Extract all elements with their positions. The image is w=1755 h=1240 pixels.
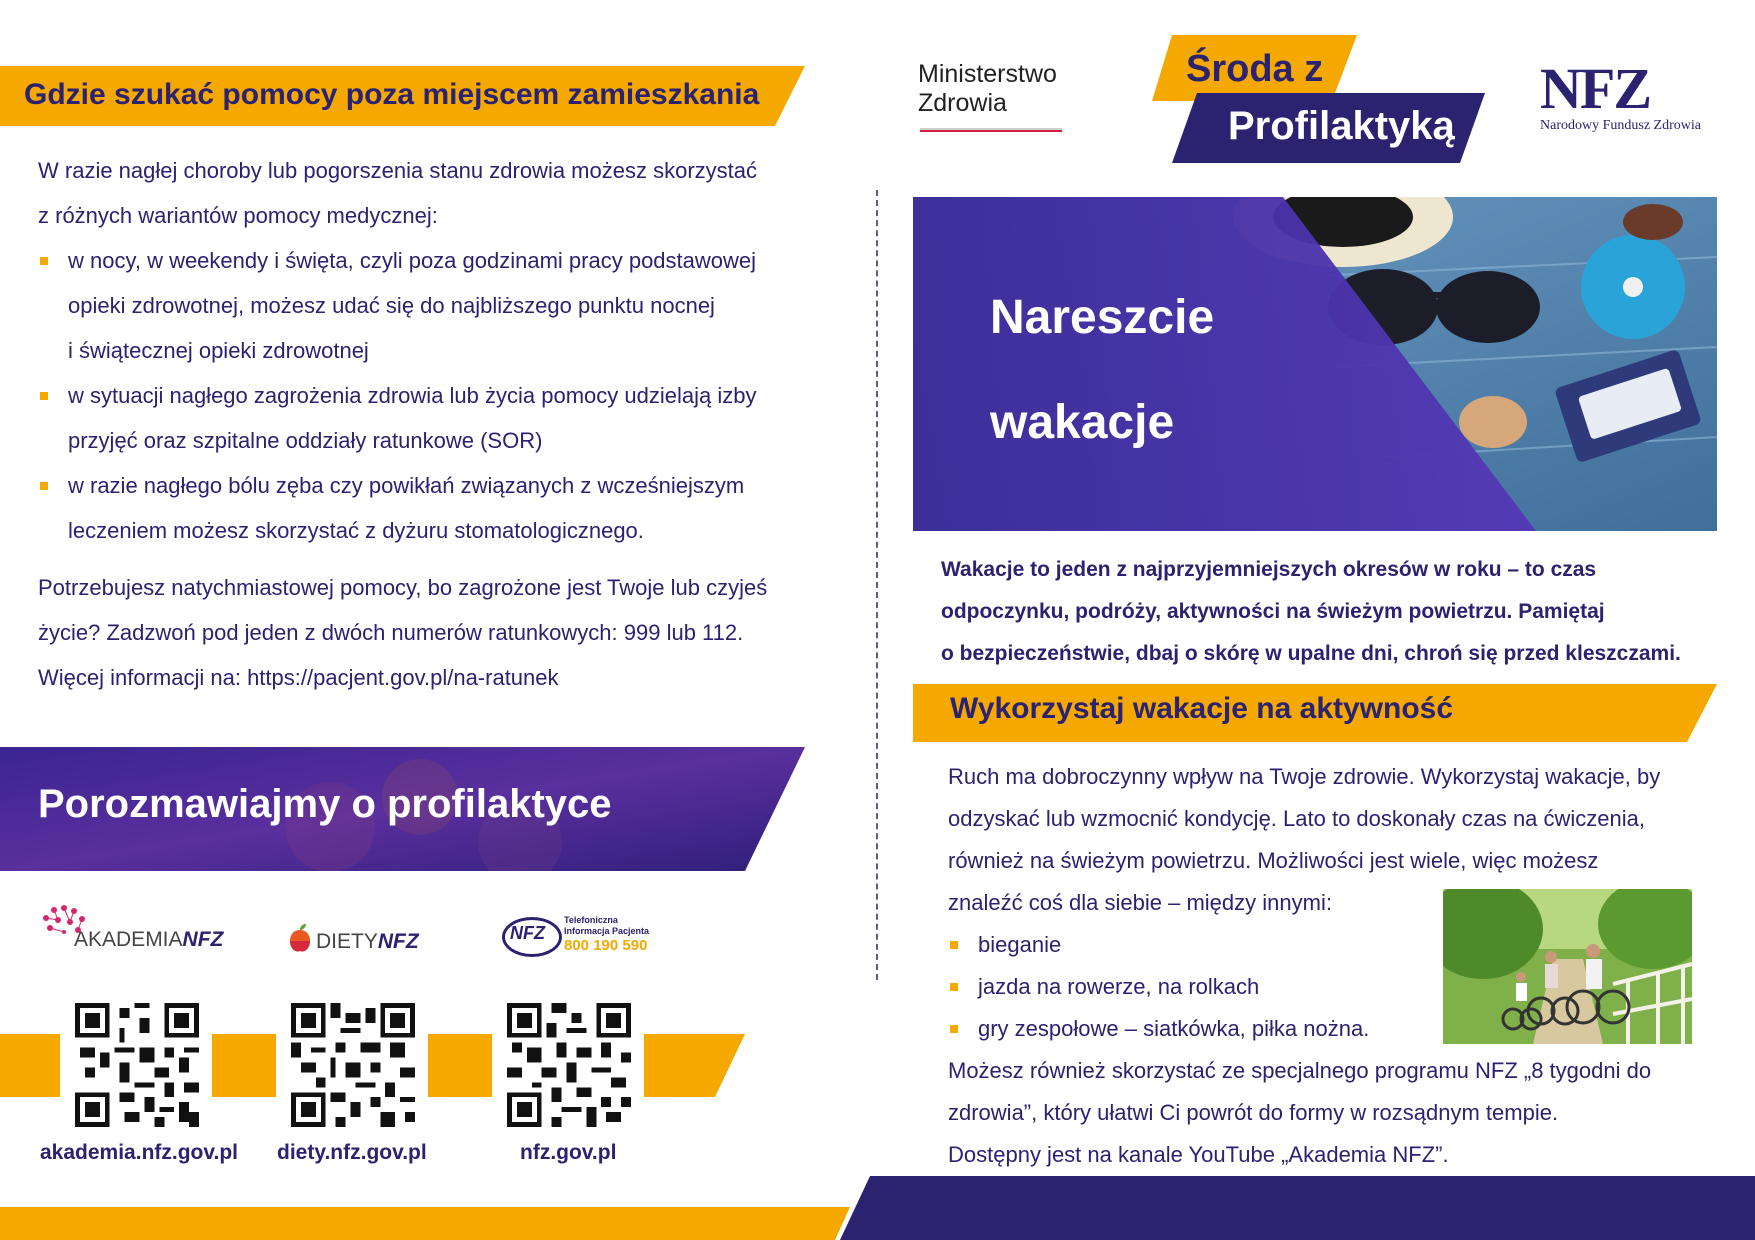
qr-code-akademia[interactable]: [75, 1003, 199, 1127]
diety-link[interactable]: diety.nfz.gov.pl: [277, 1141, 427, 1164]
list-item: [38, 238, 798, 373]
list-item-line: w nocy, w weekendy i święta, czyli poza godzinami pracy podstawowej: [68, 248, 757, 273]
intro-line: o bezpieczeństwie, dbaj o skórę w upalne dni, chroń się przed kleszczami.: [941, 642, 1681, 665]
nfz-logo-subtitle: Narodowy Fundusz Zdrowia: [1540, 118, 1701, 133]
campaign-logo-line1: Środa z: [1186, 48, 1324, 90]
body-line: Ruch ma dobroczynny wpływ na Twoje zdrowie. Wykorzystaj wakacje, by: [948, 764, 1661, 789]
program-line: zdrowia”, który ułatwi Ci powrót do formy w rozsądnym tempie.: [948, 1100, 1559, 1125]
list-item: gry zespołowe – siatkówka, piłka nożna.: [948, 1008, 1708, 1050]
diety-logo-nfz: NFZ: [377, 930, 419, 953]
left-section-title: Gdzie szukać pomocy poza miejscem zamieszkania: [24, 78, 760, 111]
qr-code-nfz[interactable]: [507, 1003, 631, 1127]
bottom-bars: [0, 1176, 1755, 1240]
program-line: Możesz również skorzystać ze specjalnego programu NFZ „8 tygodni do: [948, 1058, 1652, 1083]
emergency-line: Potrzebujesz natychmiastowej pomocy, bo zagrożone jest Twoje lub czyjeś: [38, 575, 768, 600]
help-options-list: [38, 238, 798, 553]
family-cycling-photo: [1443, 889, 1692, 1044]
list-item-line: i świątecznej opieki zdrowotnej: [68, 338, 369, 363]
ministry-logo[interactable]: [918, 60, 1057, 118]
list-item: [38, 463, 798, 553]
tip-logo-badge: NFZ: [510, 923, 545, 943]
list-item-line: w razie nagłego bólu zęba czy powikłań związanych z wcześniejszym: [68, 473, 745, 498]
hero-image: [913, 197, 1717, 531]
body-line: odzyskać lub wzmocnić kondycję. Lato to doskonały czas na ćwiczenia,: [948, 806, 1646, 831]
qr-code-diety[interactable]: [291, 1003, 415, 1127]
list-item: [38, 373, 798, 463]
left-intro-line: W razie nagłej choroby lub pogorszenia stanu zdrowia możesz skorzystać: [38, 158, 757, 183]
hero-title-line1: Nareszcie: [990, 291, 1215, 344]
column-divider: [876, 190, 878, 980]
left-help-text: [38, 148, 798, 700]
campaign-logo-line2: Profilaktyką: [1228, 104, 1455, 148]
tip-phone-number: 800 190 590: [564, 937, 648, 954]
list-item-line: leczeniem możesz skorzystać z dyżuru stomatologicznego.: [68, 518, 644, 543]
diety-logo-text: DIETY: [316, 930, 378, 953]
left-intro-line: z różnych wariantów pomocy medycznej:: [38, 203, 438, 228]
more-info-link[interactable]: Więcej informacji na: https://pacjent.gov.pl/na-ratunek: [38, 665, 559, 690]
intro-line: Wakacje to jeden z najprzyjemniejszych okresów w roku – to czas: [941, 558, 1597, 581]
hero-title-line2: wakacje: [990, 396, 1175, 449]
intro-line: odpoczynku, podróży, aktywności na świeżym powietrzu. Pamiętaj: [941, 600, 1605, 623]
nfz-link[interactable]: nfz.gov.pl: [520, 1141, 617, 1164]
list-item: bieganie: [948, 924, 1708, 966]
vacation-intro: [941, 549, 1721, 675]
ministry-flag-stripe: [920, 128, 1062, 132]
list-item-line: przyjęć oraz szpitalne oddziały ratunkowe (SOR): [68, 428, 543, 453]
activity-section-title: Wykorzystaj wakacje na aktywność: [950, 692, 1454, 725]
profilaktyka-banner-title: Porozmawiajmy o profilaktyce: [38, 782, 612, 826]
tip-logo-line: Informacja Pacjenta: [564, 926, 650, 936]
body-line: znaleźć coś dla siebie – między innymi:: [948, 890, 1332, 915]
ministry-logo-line: Zdrowia: [918, 89, 1007, 117]
tip-logo-line: Telefoniczna: [564, 915, 618, 925]
list-item: jazda na rowerze, na rolkach: [948, 966, 1708, 1008]
akademia-logo-text: AKADEMIA: [74, 928, 183, 951]
list-item-line: w sytuacji nagłego zagrożenia zdrowia lub życia pomocy udzielają izby: [68, 383, 757, 408]
program-line: Dostępny jest na kanale YouTube „Akademia NFZ”.: [948, 1142, 1449, 1167]
body-line: również na świeżym powietrzu. Możliwości jest wiele, więc możesz: [948, 848, 1599, 873]
akademia-logo-nfz: NFZ: [182, 928, 224, 951]
nfz-logo[interactable]: NFZ: [1540, 56, 1650, 121]
list-item-line: opieki zdrowotnej, możesz udać się do najbliższego punktu nocnej: [68, 293, 715, 318]
ministry-logo-line: Ministerstwo: [918, 60, 1057, 88]
akademia-link[interactable]: akademia.nfz.gov.pl: [40, 1141, 238, 1164]
apple-icon: [288, 924, 312, 954]
emergency-line: życie? Zadzwoń pod jeden z dwóch numerów ratunkowych: 999 lub 112.: [38, 620, 744, 645]
